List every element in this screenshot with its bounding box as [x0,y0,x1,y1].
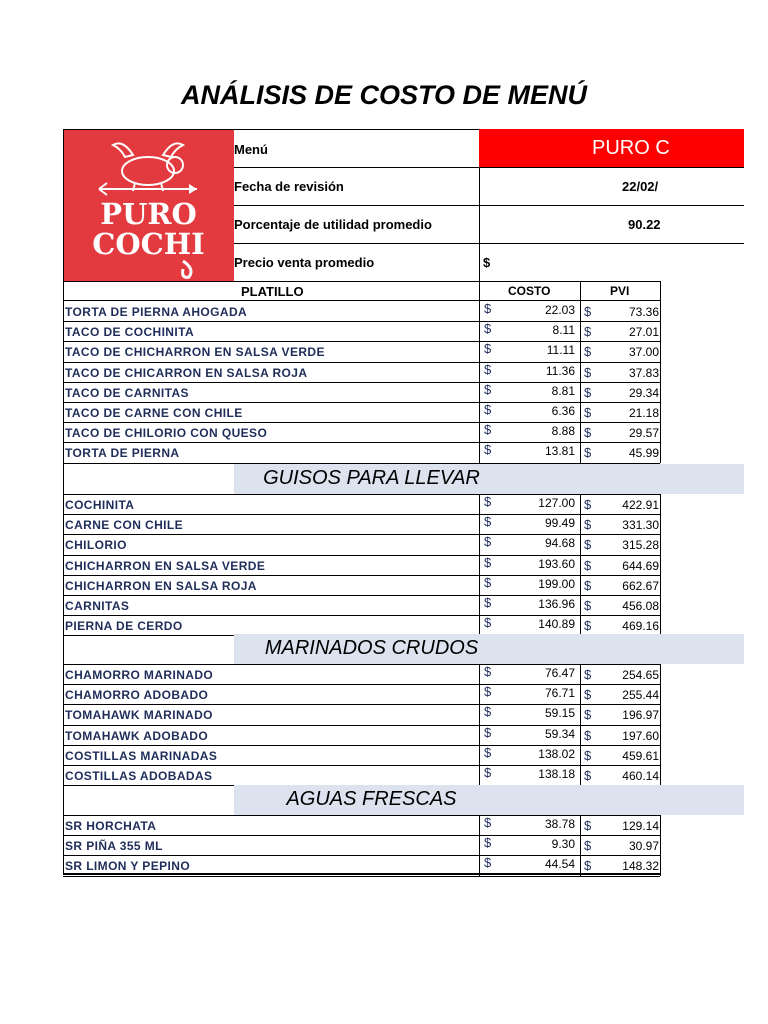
column-divider [580,301,581,463]
table-row [63,442,660,462]
pvi-currency: $ [584,727,592,743]
costo-value: 76.47 [544,666,575,680]
column-divider [660,815,661,876]
column-divider [479,664,480,785]
costo-currency: $ [484,321,492,337]
item-name: TOMAHAWK ADOBADO [65,728,209,743]
pvi-value: 21.18 [628,406,659,420]
costo-value: 99.49 [544,516,575,531]
column-header-costo: COSTO [508,284,551,298]
costo-value: 199.00 [538,576,575,591]
table-row [63,595,660,615]
costo-currency: $ [484,724,492,740]
item-name: CHAMORRO ADOBADO [65,688,209,703]
costo-currency: $ [484,615,492,631]
column-divider [660,281,661,301]
costo-value: 94.68 [544,536,575,551]
item-name: SR HORCHATA [65,819,157,833]
pvi-value: 27.01 [628,325,659,340]
costo-currency: $ [484,835,492,851]
item-name: TACO DE CHILORIO CON QUESO [65,426,268,441]
costo-value: 8.11 [552,323,575,338]
section-title: AGUAS FRESCAS [286,788,457,810]
table-row [63,341,660,361]
pvi-currency: $ [584,557,592,573]
pvi-value: 460.14 [622,769,659,783]
pvi-value: 37.83 [628,365,659,380]
table-row [63,555,660,575]
table-row [63,422,660,442]
column-divider [660,494,661,635]
column-divider [479,281,480,301]
table-row [63,704,660,724]
table-row [63,835,660,855]
pvi-currency: $ [584,667,592,682]
column-header-pvi: PVI [610,284,630,298]
item-name: COSTILLAS ADOBADAS [65,769,213,783]
item-name: TACO DE CHICHARRON EN SALSA VERDE [65,345,325,360]
costo-value: 38.78 [544,817,575,831]
pvi-currency: $ [584,858,592,874]
pvi-currency: $ [584,445,592,461]
pvi-value: 197.60 [622,728,659,743]
item-name: CHAMORRO MARINADO [65,668,214,682]
menu-name-value: PURO C [592,137,670,159]
logo-text-line1: PURO [100,197,197,231]
pvi-currency: $ [584,818,592,833]
pvi-value: 254.65 [622,668,659,682]
costo-currency: $ [484,402,492,417]
costo-value: 127.00 [538,496,575,510]
pvi-value: 331.30 [622,518,659,533]
costo-currency: $ [484,381,492,397]
table-row [63,664,660,684]
costo-currency: $ [484,442,492,458]
costo-value: 140.89 [538,617,575,632]
pvi-value: 422.91 [622,498,659,512]
pvi-currency: $ [584,707,592,723]
costo-value: 59.34 [544,726,575,741]
utilidad-label: Porcentaje de utilidad promedio [234,217,432,232]
item-name: TACO DE COCHINITA [65,325,195,340]
column-divider [479,815,480,876]
costo-currency: $ [484,422,492,438]
pvi-value: 662.67 [622,578,659,593]
puro-cochi-logo [63,129,234,282]
item-name: CHICHARRON EN SALSA ROJA [65,578,257,593]
table-row [63,684,660,704]
pvi-value: 30.97 [628,839,659,854]
pvi-value: 129.14 [622,819,659,833]
row-divider [63,876,660,877]
item-name: CARNITAS [65,599,130,613]
pvi-value: 644.69 [622,558,659,573]
table-row [63,301,660,321]
precio-label: Precio venta promedio [234,255,375,270]
pvi-currency: $ [584,425,592,441]
pvi-value: 29.34 [628,385,659,400]
column-divider [479,494,480,635]
pvi-currency: $ [584,618,592,634]
costo-value: 193.60 [538,556,575,571]
pvi-value: 45.99 [628,446,659,461]
pvi-currency: $ [584,405,592,420]
column-divider [580,494,581,635]
logo-text-line2: COCHI [92,227,205,261]
pvi-currency: $ [584,768,592,783]
page-title: ANÁLISIS DE COSTO DE MENÚ [180,80,588,110]
item-name: PIERNA DE CERDO [65,619,183,634]
item-name: COSTILLAS MARINADAS [65,748,218,763]
costo-currency: $ [484,855,492,871]
table-row [63,402,660,422]
table-row [63,321,660,341]
costo-currency: $ [484,664,492,679]
pvi-currency: $ [584,364,592,380]
pvi-value: 459.61 [622,748,659,763]
table-row [63,745,660,765]
costo-value: 136.96 [538,597,575,611]
pvi-currency: $ [584,517,592,533]
pvi-currency: $ [584,537,592,553]
costo-value: 44.54 [544,857,575,872]
pvi-value: 148.32 [622,859,659,874]
costo-currency: $ [484,765,492,780]
costo-value: 59.15 [544,706,575,721]
item-name: TACO DE CARNITAS [65,385,189,400]
costo-value: 13.81 [544,444,575,459]
costo-currency: $ [484,684,492,700]
utilidad-value: 90.22 [628,217,661,232]
table-row [63,815,660,835]
pvi-value: 469.16 [622,619,659,634]
section-title: MARINADOS CRUDOS [264,637,479,659]
costo-currency: $ [484,494,492,509]
costo-value: 138.18 [538,767,575,781]
table-row [63,615,660,635]
costo-value: 11.11 [546,343,575,358]
table-bottom-border [63,873,660,875]
menu-name-cell [479,129,744,167]
item-name: SR PIÑA 355 ML [65,839,163,854]
pvi-currency: $ [584,838,592,854]
pvi-value: 73.36 [628,305,659,319]
costo-value: 22.03 [544,303,575,317]
pvi-currency: $ [584,577,592,593]
item-name: TOMAHAWK MARINADO [65,708,213,723]
pvi-value: 196.97 [622,708,659,723]
column-divider [580,281,581,301]
table-row [63,725,660,745]
item-name: TACO DE CARNE CON CHILE [65,406,243,420]
pvi-value: 37.00 [628,345,659,360]
table-row [63,382,660,402]
costo-currency: $ [484,361,492,377]
pvi-currency: $ [584,344,592,360]
table-row [63,514,660,534]
column-divider [580,664,581,785]
item-name: TACO DE CHICARRON EN SALSA ROJA [65,365,308,380]
section-title: GUISOS PARA LLEVAR [263,467,480,489]
costo-currency: $ [484,704,492,720]
pvi-currency: $ [584,304,592,319]
column-divider [580,815,581,876]
pvi-currency: $ [584,598,592,613]
precio-value: $ [483,255,491,270]
table-row [63,575,660,595]
costo-value: 6.36 [551,404,575,418]
table-row [63,534,660,554]
pvi-value: 29.57 [628,426,659,441]
fecha-value: 22/02/ [622,179,659,194]
costo-currency: $ [484,341,492,357]
costo-value: 138.02 [538,746,575,761]
column-header-platillo: PLATILLO [241,284,304,299]
costo-currency: $ [484,744,492,760]
table-row [63,362,660,382]
fecha-label: Fecha de revisión [234,179,344,194]
pvi-currency: $ [584,324,592,340]
menu-label: Menú [234,142,268,157]
costo-currency: $ [484,595,492,610]
costo-value: 8.81 [551,383,575,398]
item-name: CHICHARRON EN SALSA VERDE [65,558,266,573]
item-name: CARNE CON CHILE [65,518,184,533]
pvi-currency: $ [584,747,592,763]
costo-value: 9.30 [551,837,575,852]
pvi-value: 255.44 [622,688,659,703]
item-name: COCHINITA [65,498,135,512]
pvi-currency: $ [584,384,592,400]
costo-currency: $ [484,554,492,570]
item-name: CHILORIO [65,538,127,553]
item-name: TORTA DE PIERNA [65,446,180,461]
pvi-currency: $ [584,687,592,703]
column-divider [479,301,480,463]
pvi-currency: $ [584,497,592,512]
costo-currency: $ [484,514,492,530]
costo-value: 11.36 [545,363,575,378]
costo-currency: $ [484,815,492,830]
item-name: TORTA DE PIERNA AHOGADA [65,305,248,319]
costo-currency: $ [484,301,492,316]
costo-value: 8.88 [551,424,575,439]
pvi-value: 456.08 [622,599,659,613]
column-divider [660,301,661,463]
table-row [63,494,660,514]
costo-value: 76.71 [544,686,575,701]
column-divider [660,664,661,785]
item-name: SR LIMON Y PEPINO [65,859,191,874]
pvi-value: 315.28 [622,538,659,553]
table-row [63,765,660,785]
costo-currency: $ [484,534,492,550]
costo-currency: $ [484,574,492,590]
